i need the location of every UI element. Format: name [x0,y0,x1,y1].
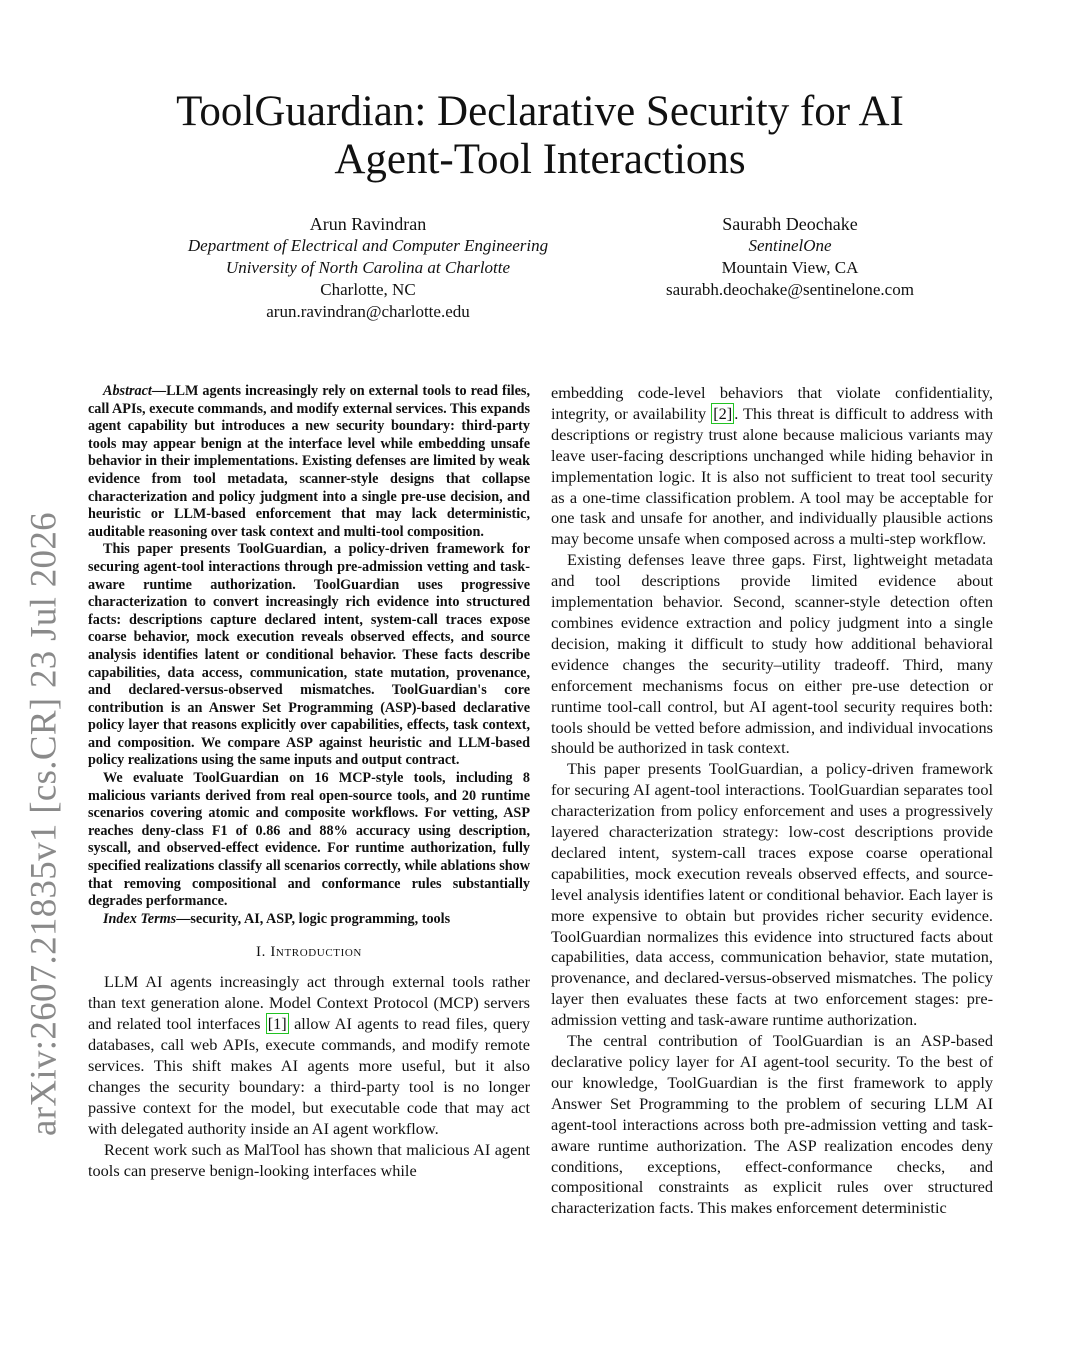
author-name: Arun Ravindran [309,214,427,234]
paper-title: ToolGuardian: Declarative Security for AI Agent-Tool Interactions [176,88,904,183]
author-email: arun.ravindran@charlotte.edu [266,302,470,321]
author-name: Saurabh Deochake [722,214,858,234]
author-email: saurabh.deochake@sentinelone.com [666,280,914,299]
citation-link-2[interactable]: [2] [713,403,733,423]
abstract-text-1: LLM agents increasingly rely on external tools to read files, call APIs, execute commands, and modify external services. This expands agent capability but introduces a new security boundary: third-party tools may appear benign at the interface level while embedding unsafe behavior in their implementations. Existing defenses are limited by weak evidence from tool metadata, scanner-style designs that collapse characterization and policy judgment into a single pre-use decision, and heuristic or LLM-based enforcement that may lack deterministic, auditable reasoning over task context and multi-tool composition. [88,383,530,540]
intro-paragraph-5: The central contribution of ToolGuardian is an ASP-based declarative policy layer for AI agent-tool security. To the best of our knowledge, ToolGuardian is the first framework to apply Answer Set Programming to the problem of securing LLM AI agent-tool interactions across both pre-admission vetting and task-aware runtime authorization. The ASP realization encodes deny conditions, exceptions, effect-conformance checks, and compositional constraints as explicit rules over structured characterization facts. This makes enforcement deterministic [551,1031,993,1218]
abstract-label: Abstract [103,383,152,399]
arxiv-identifier: arXiv:2607.21835v1 [cs.CR] 23 Jul 2026 [23,512,65,1136]
left-column [88,383,530,1181]
intro-text: allow AI agents to read files, query databases, call web APIs, execute commands, and modify remote services. This shift makes AI agents more useful, but it also changes the security boundary: a third-party tool is no longer passive context for the model, but executable code that may act with delegated authority inside an AI agent workflow. [88,1014,530,1138]
intro-paragraph-4: This paper presents ToolGuardian, a policy-driven framework for securing AI agent-tool interactions. ToolGuardian separates tool characterization from policy enforcement and uses a progressively layered characterization strategy: low-cost descriptions provide declared intent, system-call traces expose coarse operational capabilities, mock execution reveals observed effects, and source-level analysis identifies latent or conditional behavior. Each layer is more expensive to obtain but provides richer security evidence. ToolGuardian normalizes this evidence into structured facts about capabilities, data access, communication behavior, state mutation, provenance, and declared-versus-observed mismatches. The policy layer then evaluates these facts at two enforcement stages: pre-admission vetting and task-aware runtime authorization. [551,759,993,1030]
intro-paragraph-3: Existing defenses leave three gaps. First, lightweight metadata and tool descriptions provide limited evidence about implementation behavior. Second, scanner-style detection often combines evidence extraction and policy judgment into a single decision, making it difficult to study how additional behavioral evidence changes the security–utility tradeoff. Third, many enforcement mechanisms focus on either pre-use detection or runtime tool-call control, but AI agent-tool security requires both: tools should be vetted before admission, and individual invocations should be authorized in task context. [551,550,993,758]
right-column [551,383,993,1219]
author-block-2 [630,213,950,301]
intro-paragraph-1 [88,972,530,1139]
author-location: Mountain View, CA [721,258,859,277]
index-terms-label: Index Terms [103,910,177,927]
section-number: I. [256,944,271,961]
author-university: University of North Carolina at Charlotte [225,258,511,277]
section-title: Introduction [270,944,362,961]
intro-text: LLM AI agents increasingly act through external tools rather than text generation alone. Model Context Protocol (MCP) servers and related tool interfaces [88,972,530,1034]
index-terms-text: security, AI, ASP, logic programming, tools [190,910,451,927]
citation-link-1[interactable]: [1] [267,1014,287,1034]
section-heading [88,944,530,961]
abstract-paragraph-2: This paper presents ToolGuardian, a policy-driven framework for securing agent-tool interactions through pre-admission vetting and task-aware runtime authorization. ToolGuardian uses progressive characterization to convert increasingly rich evidence into structured facts: descriptions capture declared intent, system-call traces expose coarse behavior, mock execution reveals observed effects, and source analysis identifies latent or conditional behavior. These facts describe capabilities, data access, communication, state mutation, provenance, and declared-versus-observed mismatches. ToolGuardian's core contribution is an Answer Set Programming (ASP)-based declarative policy layer that reasons explicitly over capabilities, effects, task context, and composition. We compare ASP against heuristic and LLM-based policy realizations using the same inputs and output contract. [88,541,530,769]
abstract-paragraph-1: Abstract—LLM agents increasingly rely on external tools to read files, call APIs, execute commands, and modify external services. This expands agent capability but introduces a new security boundary: third-party tools may appear benign at the interface level while embedding unsafe behavior in their implementations. Existing defenses are limited by weak evidence from tool metadata, scanner-style designs that collapse characterization and policy judgment into a single pre-use decision, and heuristic or LLM-based enforcement that may lack deterministic, auditable reasoning over task context and multi-tool composition. [88,383,530,540]
intro-paragraph-2-continued: embedding code-level behaviors that violate confidentiality, integrity, or availability [2] . This threat is difficult to address with descriptions or registry trust alone because malicious variants may leave user-facing descriptions unchanged while hiding behavior in implementation logic. It is also not sufficient to treat tool security as a one-time classification problem. A tool may be acceptable for one task and unsafe for another, and individually plausible actions may become unsafe when composed across a multi-step workflow. [551,383,993,549]
abstract-paragraph-3: We evaluate ToolGuardian on 16 MCP-style tools, including 8 malicious variants derived from real open-source tools, and 20 runtime scenarios covering atomic and composite workflows. For vetting, ASP reaches deny-class F1 of 0.86 and 88% accuracy using description, syscall, and observed-effect evidence. For runtime authorization, fully specified realizations classify all scenarios correctly, while ablations show that removing compositional and conformance rules substantially degrades performance. [88,770,530,910]
author-department: Department of Electrical and Computer Engineering [187,236,549,255]
arxiv-side-stamp [20,512,68,1136]
index-terms: Index Terms—security, AI, ASP, logic programming, tools [103,910,451,927]
intro-text: Recent work such as MalTool has shown that malicious AI agent tools can preserve benign-looking interfaces while [88,1139,530,1180]
author-location: Charlotte, NC [320,280,416,299]
intro-text: . This threat is difficult to address with descriptions or registry trust alone because malicious variants may leave user-facing descriptions unchanged while hiding behavior in implementation logic. It is also not sufficient to treat tool security as a one-time classification problem. A tool may be acceptable for one task and unsafe for another, and individually plausible actions may become unsafe when composed across a multi-step workflow. [551,403,993,549]
author-block-1 [160,213,576,323]
intro-paragraph-2 [88,1140,530,1182]
author-company: SentinelOne [748,236,832,255]
